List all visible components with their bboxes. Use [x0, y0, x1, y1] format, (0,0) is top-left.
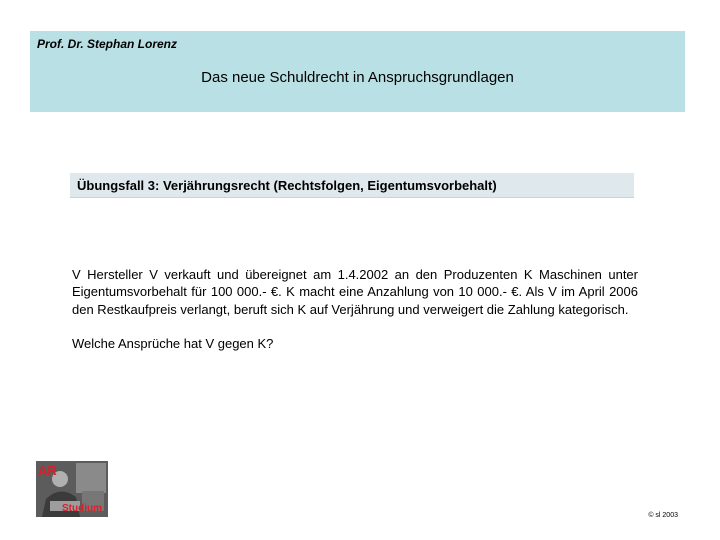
- logo-bottom-text: Studium: [62, 503, 102, 514]
- logo-image: [36, 461, 108, 517]
- header-banner: [30, 31, 685, 112]
- case-heading: Übungsfall 3: Verjährungsrecht (Rechtsfolgen, Eigentumsvorbehalt): [70, 173, 634, 198]
- case-description: [72, 266, 638, 353]
- author-name: Prof. Dr. Stephan Lorenz: [37, 37, 178, 51]
- copyright-notice: © sl 2003: [648, 512, 678, 519]
- case-question: Welche Ansprüche hat V gegen K?: [72, 336, 274, 352]
- logo-top-text: AR: [38, 463, 57, 478]
- case-text: V Hersteller V verkauft und übereignet am 1.4.2002 an den Produzenten K Maschinen unter Eigentumsvorbehalt für 100 000.- €. K macht eine Anzahlung von 10 000.- €. Als V im April 2006 den Restkaufpreis verlangt, beruft sich K auf Verjährung und verweigert die Zahlung kategorisch.: [72, 267, 638, 317]
- slide-title: Das neue Schuldrecht in Anspruchsgrundlagen: [201, 69, 514, 86]
